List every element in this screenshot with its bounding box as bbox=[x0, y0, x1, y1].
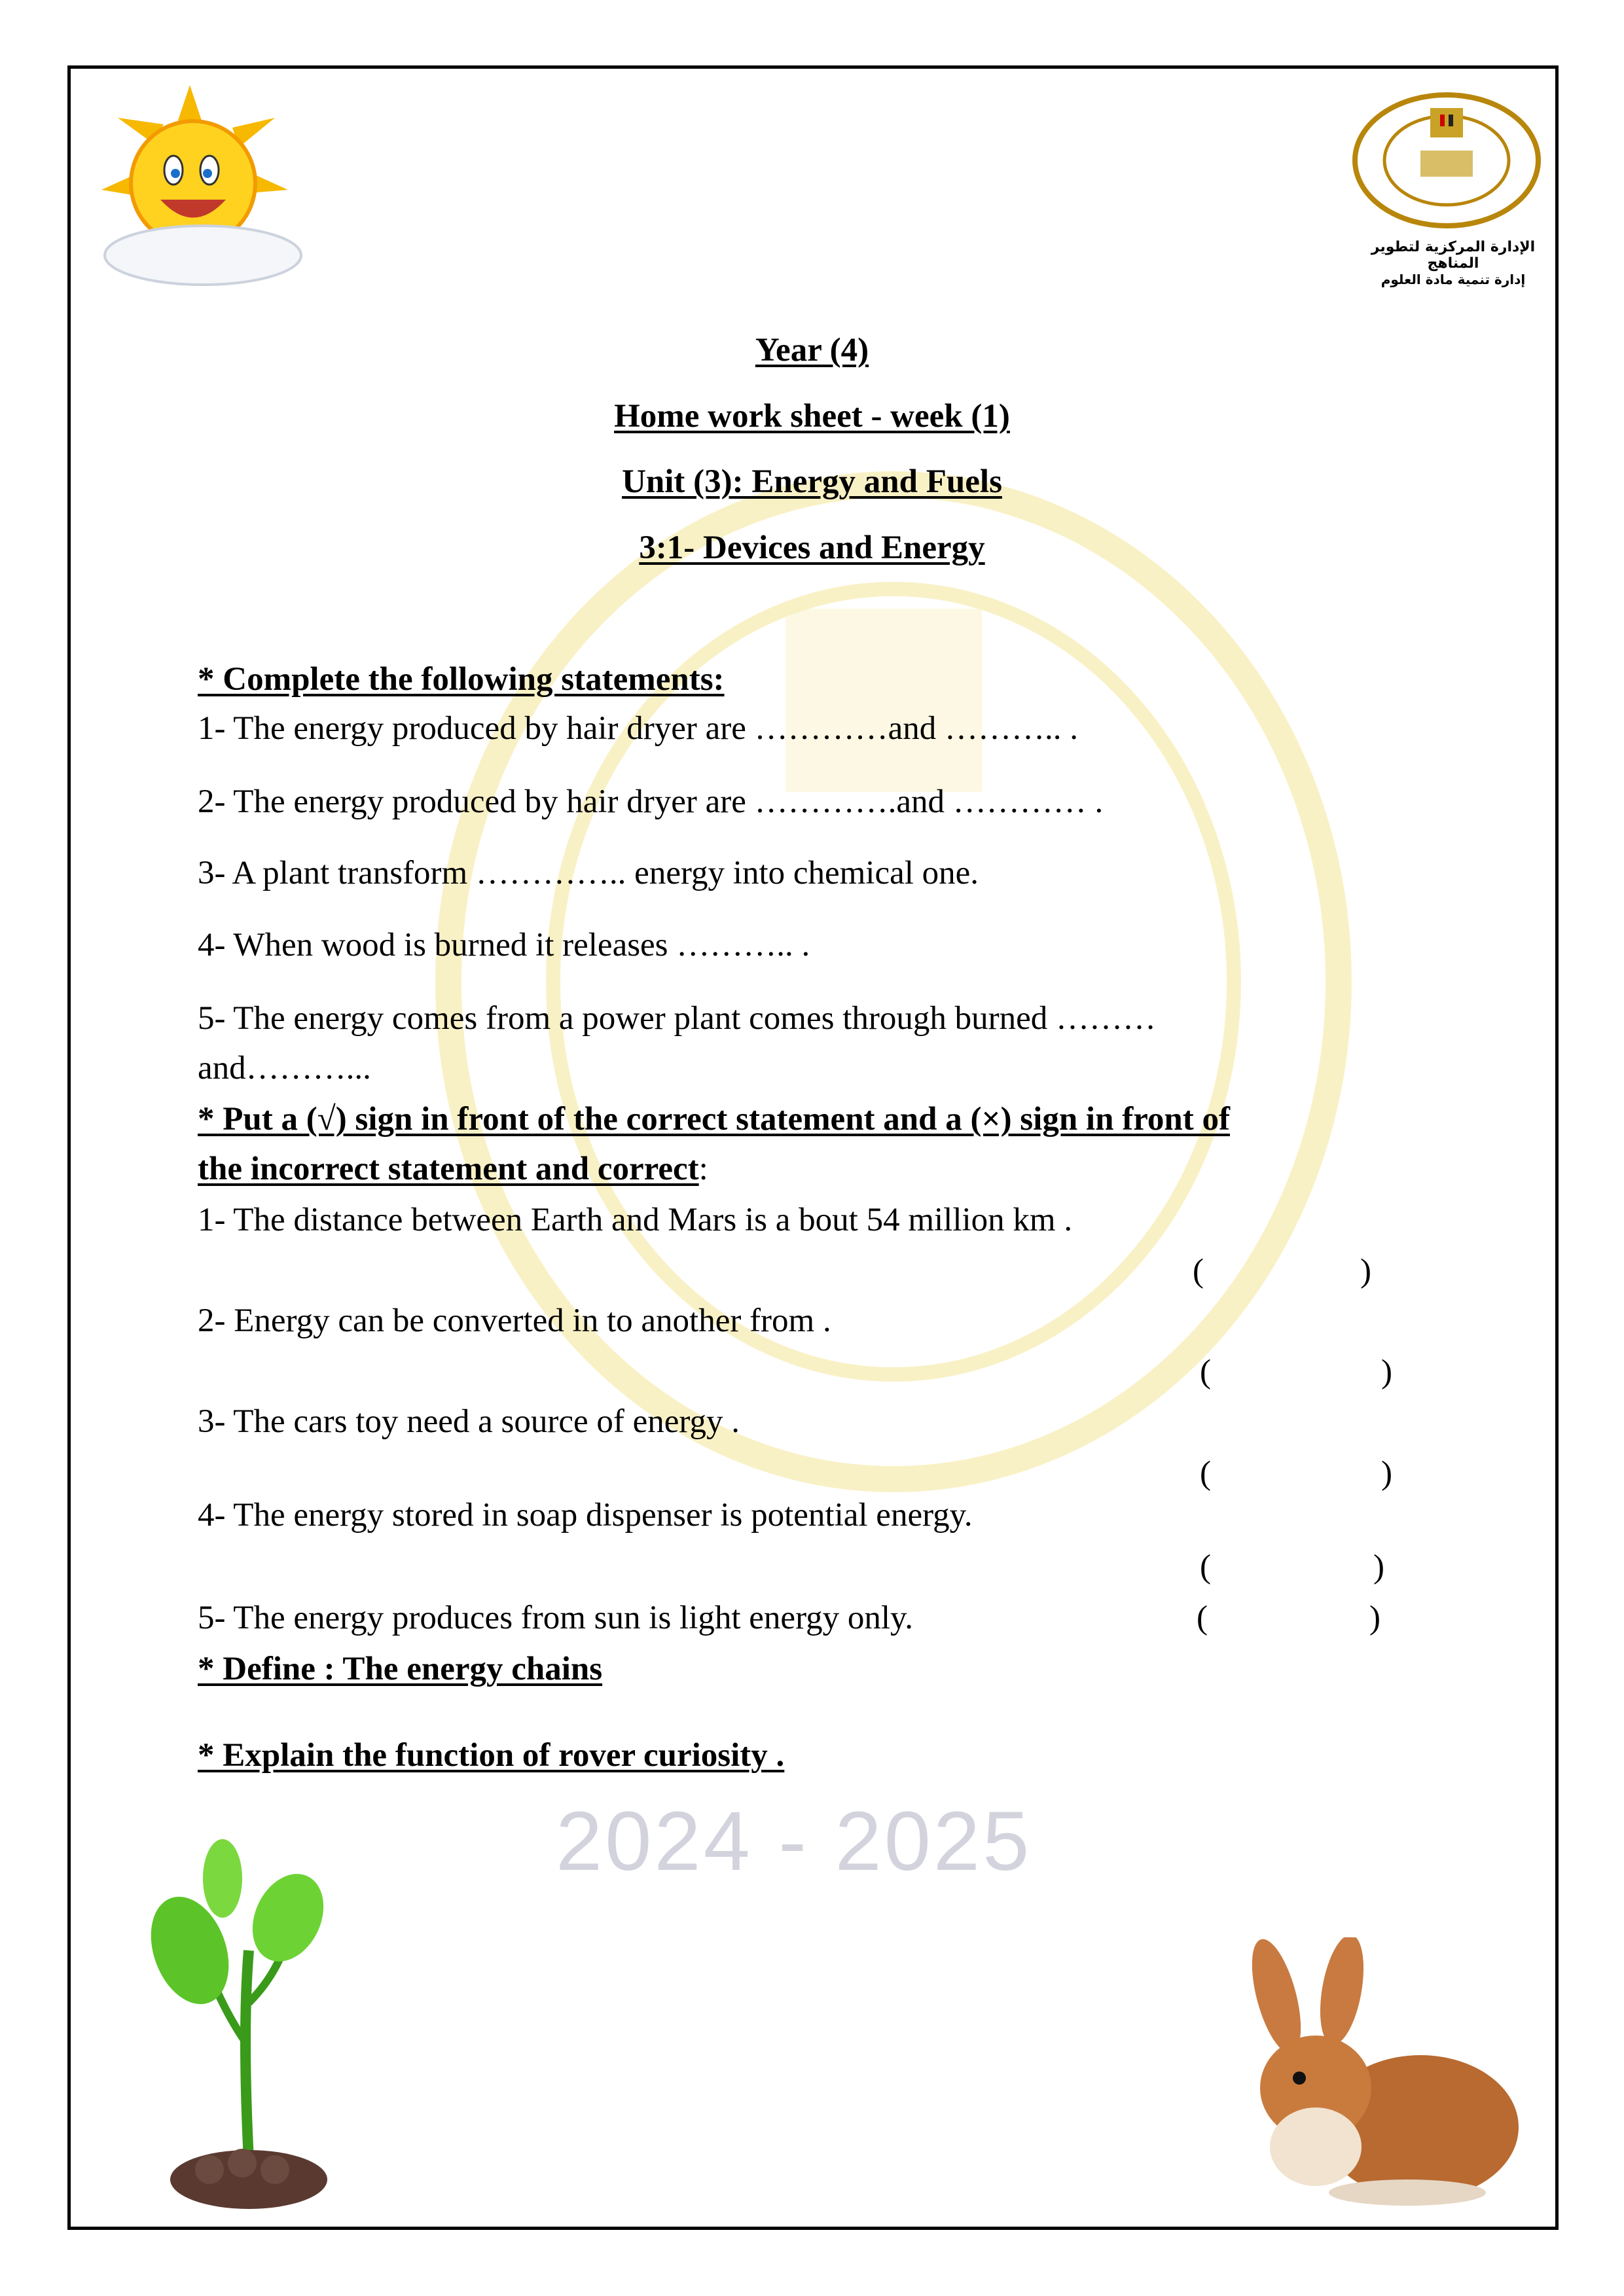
complete-item-continued: and………... bbox=[198, 1050, 371, 1086]
truefalse-heading-line2: the incorrect statement and correct bbox=[198, 1151, 699, 1187]
define-heading: * Define : The energy chains bbox=[198, 1651, 603, 1687]
year-title: Year (4) bbox=[755, 332, 869, 368]
answer-open-paren: ( bbox=[1200, 1455, 1211, 1492]
complete-heading: * Complete the following statements: bbox=[198, 661, 725, 698]
answer-close-paren: ) bbox=[1369, 1600, 1380, 1636]
logo-arabic-line2: إدارة تنمية مادة العلوم bbox=[1380, 272, 1526, 287]
sheet-title: Home work sheet - week (1) bbox=[614, 398, 1010, 435]
answer-close-paren: ) bbox=[1373, 1549, 1384, 1585]
complete-item: 2- The energy produced by hair dryer are ………….and ………… . bbox=[198, 783, 1104, 820]
truefalse-item: 1- The distance between Earth and Mars is a bout 54 million km . bbox=[198, 1202, 1073, 1238]
answer-close-paren: ) bbox=[1360, 1253, 1371, 1289]
complete-item: 3- A plant transform ………….. energy into chemical one. bbox=[198, 855, 979, 891]
answer-open-paren: ( bbox=[1193, 1253, 1204, 1289]
truefalse-item: 5- The energy produces from sun is light energy only. bbox=[198, 1600, 913, 1636]
ministry-watermark-seal bbox=[419, 458, 1368, 1505]
complete-item: 5- The energy comes from a power plant comes through burned ……… bbox=[198, 1000, 1156, 1037]
truefalse-item: 2- Energy can be converted in to another from . bbox=[198, 1302, 831, 1339]
complete-item: 1- The energy produced by hair dryer are …………and ……….. . bbox=[198, 710, 1078, 747]
answer-open-paren: ( bbox=[1197, 1600, 1208, 1636]
explain-heading: * Explain the function of rover curiosity . bbox=[198, 1737, 785, 1774]
watermark-year: 2024 - 2025 bbox=[556, 1795, 1032, 1888]
ministry-seal-icon bbox=[1348, 92, 1545, 236]
truefalse-heading-colon: : bbox=[698, 1151, 708, 1187]
rabbit-image bbox=[1237, 1937, 1538, 2212]
complete-item: 4- When wood is burned it releases ……….. . bbox=[198, 927, 810, 963]
answer-close-paren: ) bbox=[1381, 1455, 1392, 1492]
truefalse-heading-line1: * Put a (√) sign in front of the correct statement and a (×) sign in front of bbox=[198, 1101, 1230, 1138]
logo-arabic-line1: الإدارة المركزية لتطوير المناهج bbox=[1371, 239, 1536, 272]
sun-cloud-image bbox=[92, 79, 314, 288]
answer-close-paren: ) bbox=[1381, 1354, 1392, 1390]
answer-open-paren: ( bbox=[1200, 1549, 1211, 1585]
plant-seedling-image bbox=[118, 1833, 353, 2212]
lesson-title: 3:1- Devices and Energy bbox=[639, 529, 985, 566]
truefalse-item: 3- The cars toy need a source of energy . bbox=[198, 1403, 740, 1440]
truefalse-item: 4- The energy stored in soap dispenser is potential energy. bbox=[198, 1497, 973, 1534]
unit-title: Unit (3): Energy and Fuels bbox=[622, 463, 1002, 500]
answer-open-paren: ( bbox=[1200, 1354, 1211, 1390]
ministry-logo bbox=[1348, 92, 1558, 287]
